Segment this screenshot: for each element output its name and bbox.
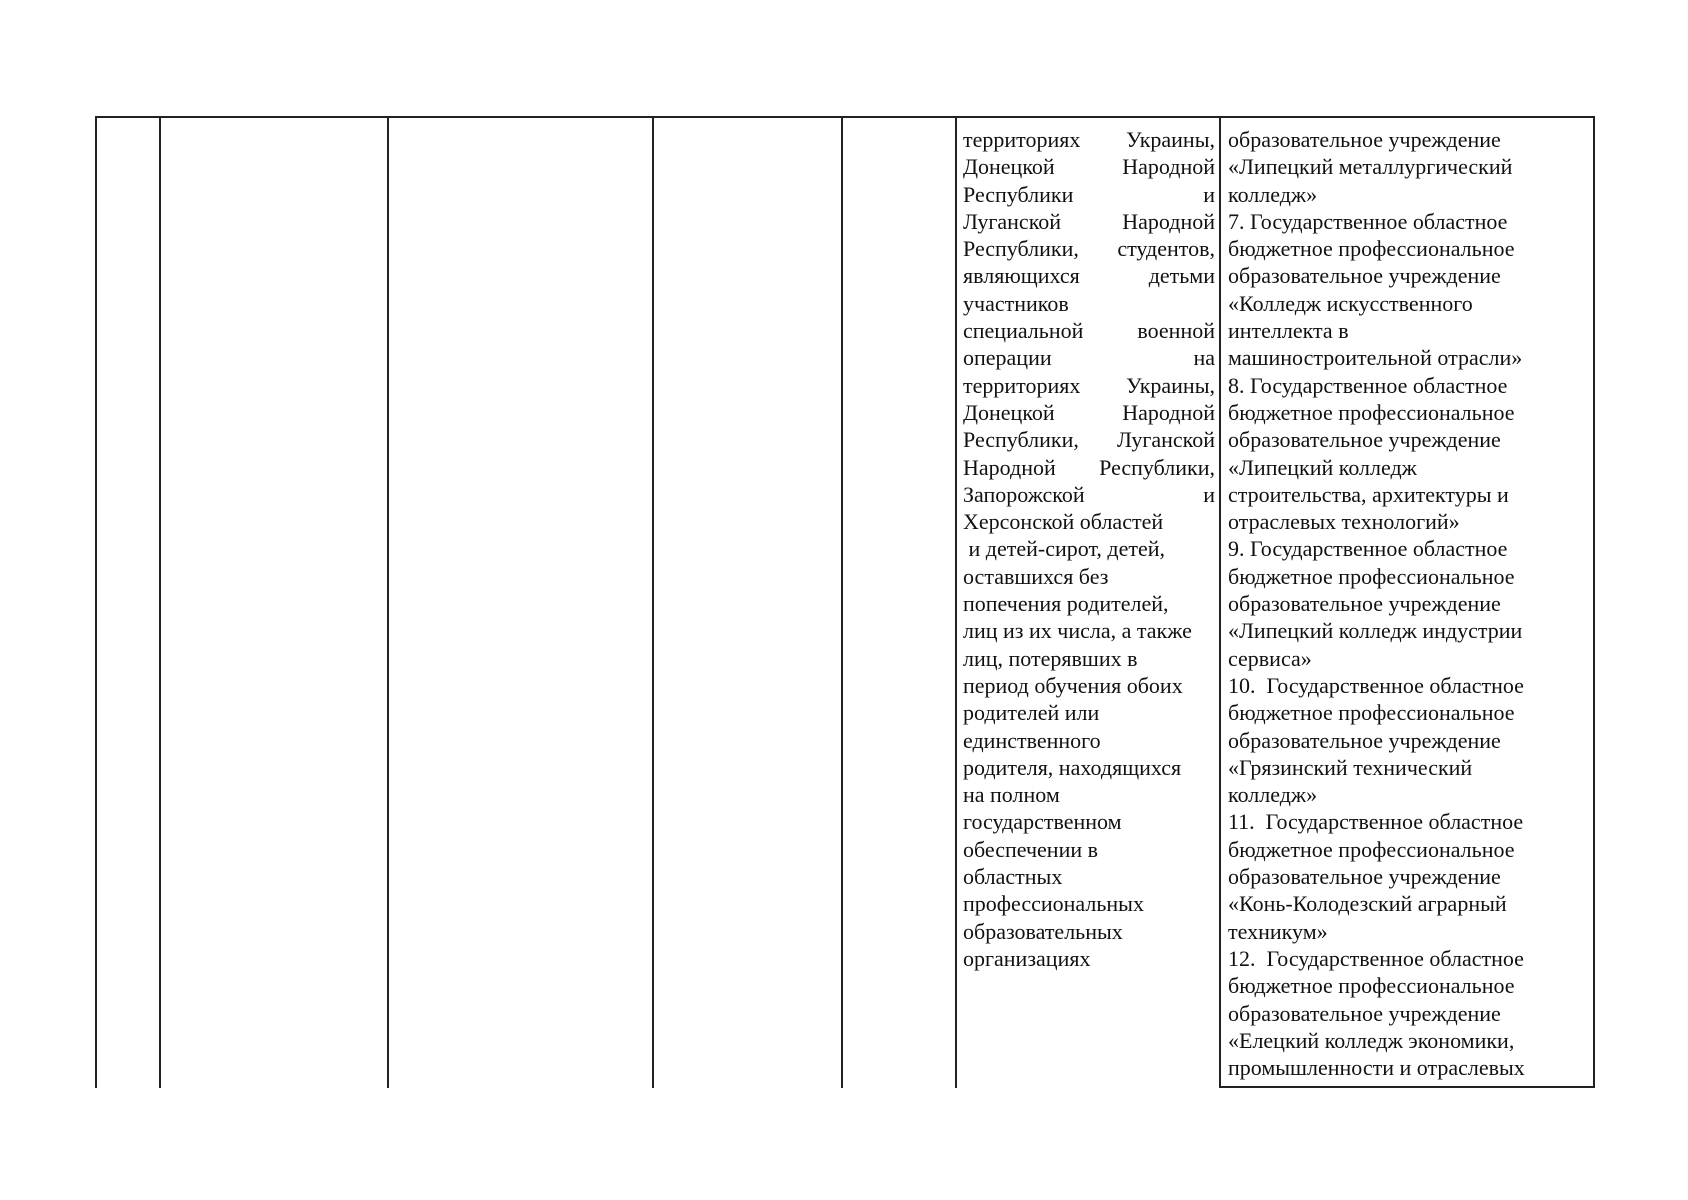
- institution-line: образовательное учреждение: [1228, 727, 1501, 753]
- description-line: [963, 563, 1215, 590]
- description-word: на: [1193, 345, 1215, 371]
- description-word: Республики,: [963, 236, 1079, 262]
- description-word: участников: [963, 290, 1069, 316]
- description-word: Народной: [1122, 154, 1215, 180]
- institution-line: «Колледж искусственного: [1228, 290, 1473, 316]
- description-word: Республики,: [963, 427, 1079, 453]
- institution-line: образовательное учреждение: [1228, 1000, 1501, 1026]
- description-line: [963, 672, 1215, 699]
- description-word: оставшихся без: [963, 563, 1109, 589]
- description-word: Луганской: [963, 208, 1062, 234]
- description-line: [963, 535, 1215, 562]
- description-line: [963, 126, 1215, 153]
- institution-line: образовательное учреждение: [1228, 591, 1501, 617]
- description-line: [963, 317, 1215, 344]
- description-word: военной: [1137, 318, 1215, 344]
- description-line: [963, 645, 1215, 672]
- institution-line: образовательное учреждение: [1228, 427, 1501, 453]
- description-line: [963, 699, 1215, 726]
- description-word: специальной: [963, 318, 1084, 344]
- institution-line: бюджетное профессиональное: [1228, 836, 1515, 862]
- description-word: государственном: [963, 809, 1122, 835]
- institution-line: сервиса»: [1228, 645, 1312, 671]
- column-divider-5: [955, 116, 957, 1088]
- institution-line: колледж»: [1228, 782, 1318, 808]
- description-word: территориях: [963, 127, 1081, 152]
- description-word: единственного: [963, 727, 1101, 753]
- description-line: [963, 235, 1215, 262]
- description-line: [963, 262, 1215, 289]
- description-line: [963, 890, 1215, 917]
- description-line: [963, 945, 1215, 972]
- description-word: Донецкой: [963, 154, 1055, 180]
- institution-line: бюджетное профессиональное: [1228, 973, 1515, 999]
- description-word: лиц из их числа, а также: [963, 618, 1192, 644]
- description-word: Херсонской областей: [963, 509, 1164, 535]
- institution-line: интеллекта в: [1228, 318, 1349, 344]
- institution-line: 9. Государственное областное: [1228, 536, 1508, 562]
- description-word: профессиональных: [963, 891, 1144, 917]
- description-word: попечения родителей,: [963, 591, 1169, 617]
- description-line: [963, 481, 1215, 508]
- description-line: [963, 781, 1215, 808]
- category-description-cell: [963, 126, 1215, 972]
- table-left-border: [95, 116, 97, 1088]
- description-word: Донецкой: [963, 399, 1055, 425]
- institution-line: «Липецкий колледж: [1228, 454, 1417, 480]
- column-divider-6: [1219, 116, 1221, 1088]
- institution-line: образовательное учреждение: [1228, 864, 1501, 890]
- description-word: Запорожской: [963, 481, 1085, 507]
- institution-line: отраслевых технологий»: [1228, 509, 1460, 535]
- description-line: [963, 617, 1215, 644]
- description-word: организациях: [963, 945, 1091, 971]
- description-line: [963, 372, 1215, 399]
- institution-line: бюджетное профессиональное: [1228, 563, 1515, 589]
- institution-line: бюджетное профессиональное: [1228, 399, 1515, 425]
- description-word: Народной: [963, 454, 1056, 480]
- institution-line: 11. Государственное областное: [1228, 809, 1524, 835]
- description-line: [963, 508, 1215, 535]
- table-top-border: [95, 116, 1595, 118]
- description-line: [963, 454, 1215, 481]
- table-right-border: [1593, 116, 1595, 1088]
- description-word: Луганской: [1116, 427, 1215, 453]
- institution-line: 12. Государственное областное: [1228, 945, 1524, 971]
- description-line: [963, 808, 1215, 835]
- description-line: [963, 727, 1215, 754]
- column-divider-1: [159, 116, 161, 1088]
- description-line: [963, 208, 1215, 235]
- institution-line: «Липецкий колледж индустрии: [1228, 618, 1523, 644]
- description-word: период обучения обоих: [963, 672, 1183, 698]
- description-line: [963, 836, 1215, 863]
- description-line: [963, 181, 1215, 208]
- institution-line: 10. Государственное областное: [1228, 672, 1524, 698]
- column-divider-3: [652, 116, 654, 1088]
- institution-line: техникум»: [1228, 918, 1328, 944]
- description-word: родителя, находящихся: [963, 754, 1182, 780]
- description-line: [963, 399, 1215, 426]
- institution-line: «Конь-Колодезский аграрный: [1228, 891, 1507, 917]
- description-word: Украины,: [1126, 127, 1215, 152]
- institution-line: бюджетное профессиональное: [1228, 700, 1515, 726]
- description-word: студентов,: [1117, 236, 1215, 262]
- description-line: [963, 290, 1215, 317]
- description-line: [963, 426, 1215, 453]
- description-word: детьми: [1148, 263, 1215, 289]
- description-line: [963, 754, 1215, 781]
- description-word: операции: [963, 345, 1052, 371]
- description-word: обеспечении в: [963, 836, 1099, 862]
- column-divider-4: [841, 116, 843, 1088]
- description-word: Народной: [1122, 399, 1215, 425]
- right-cell-bottom-border: [1219, 1086, 1595, 1088]
- institution-line: строительства, архитектуры и: [1228, 481, 1509, 507]
- institution-line: колледж»: [1228, 181, 1318, 207]
- description-line: [963, 153, 1215, 180]
- description-line: [963, 863, 1215, 890]
- institutions-list-cell: [1228, 126, 1590, 1081]
- description-line: [963, 344, 1215, 371]
- description-word: Народной: [1122, 208, 1215, 234]
- institution-line: «Липецкий металлургический: [1228, 154, 1513, 180]
- description-word: на полном: [963, 782, 1060, 808]
- description-word: и: [1203, 481, 1215, 507]
- description-line: [963, 590, 1215, 617]
- description-word: Республики,: [1099, 454, 1215, 480]
- institution-line: «Елецкий колледж экономики,: [1228, 1027, 1515, 1053]
- description-word: территориях: [963, 372, 1081, 398]
- description-word: и детей-сирот, детей,: [963, 536, 1166, 562]
- institution-line: 8. Государственное областное: [1228, 372, 1508, 398]
- institution-line: «Грязинский технический: [1228, 754, 1473, 780]
- institution-line: 7. Государственное областное: [1228, 208, 1508, 234]
- institution-line: образовательное учреждение: [1228, 263, 1501, 289]
- description-word: и: [1203, 181, 1215, 207]
- description-word: Украины,: [1126, 372, 1215, 398]
- description-word: Республики: [963, 181, 1074, 207]
- description-word: областных: [963, 864, 1063, 890]
- institution-line: промышленности и отраслевых: [1228, 1055, 1525, 1081]
- column-divider-2: [387, 116, 389, 1088]
- description-word: являющихся: [963, 263, 1080, 289]
- description-word: лиц, потерявших в: [963, 645, 1138, 671]
- institution-line: машиностроительной отрасли»: [1228, 345, 1523, 371]
- description-line: [963, 918, 1215, 945]
- institution-line: образовательное учреждение: [1228, 127, 1501, 152]
- institution-line: бюджетное профессиональное: [1228, 236, 1515, 262]
- description-word: образовательных: [963, 918, 1123, 944]
- description-word: родителей или: [963, 700, 1100, 726]
